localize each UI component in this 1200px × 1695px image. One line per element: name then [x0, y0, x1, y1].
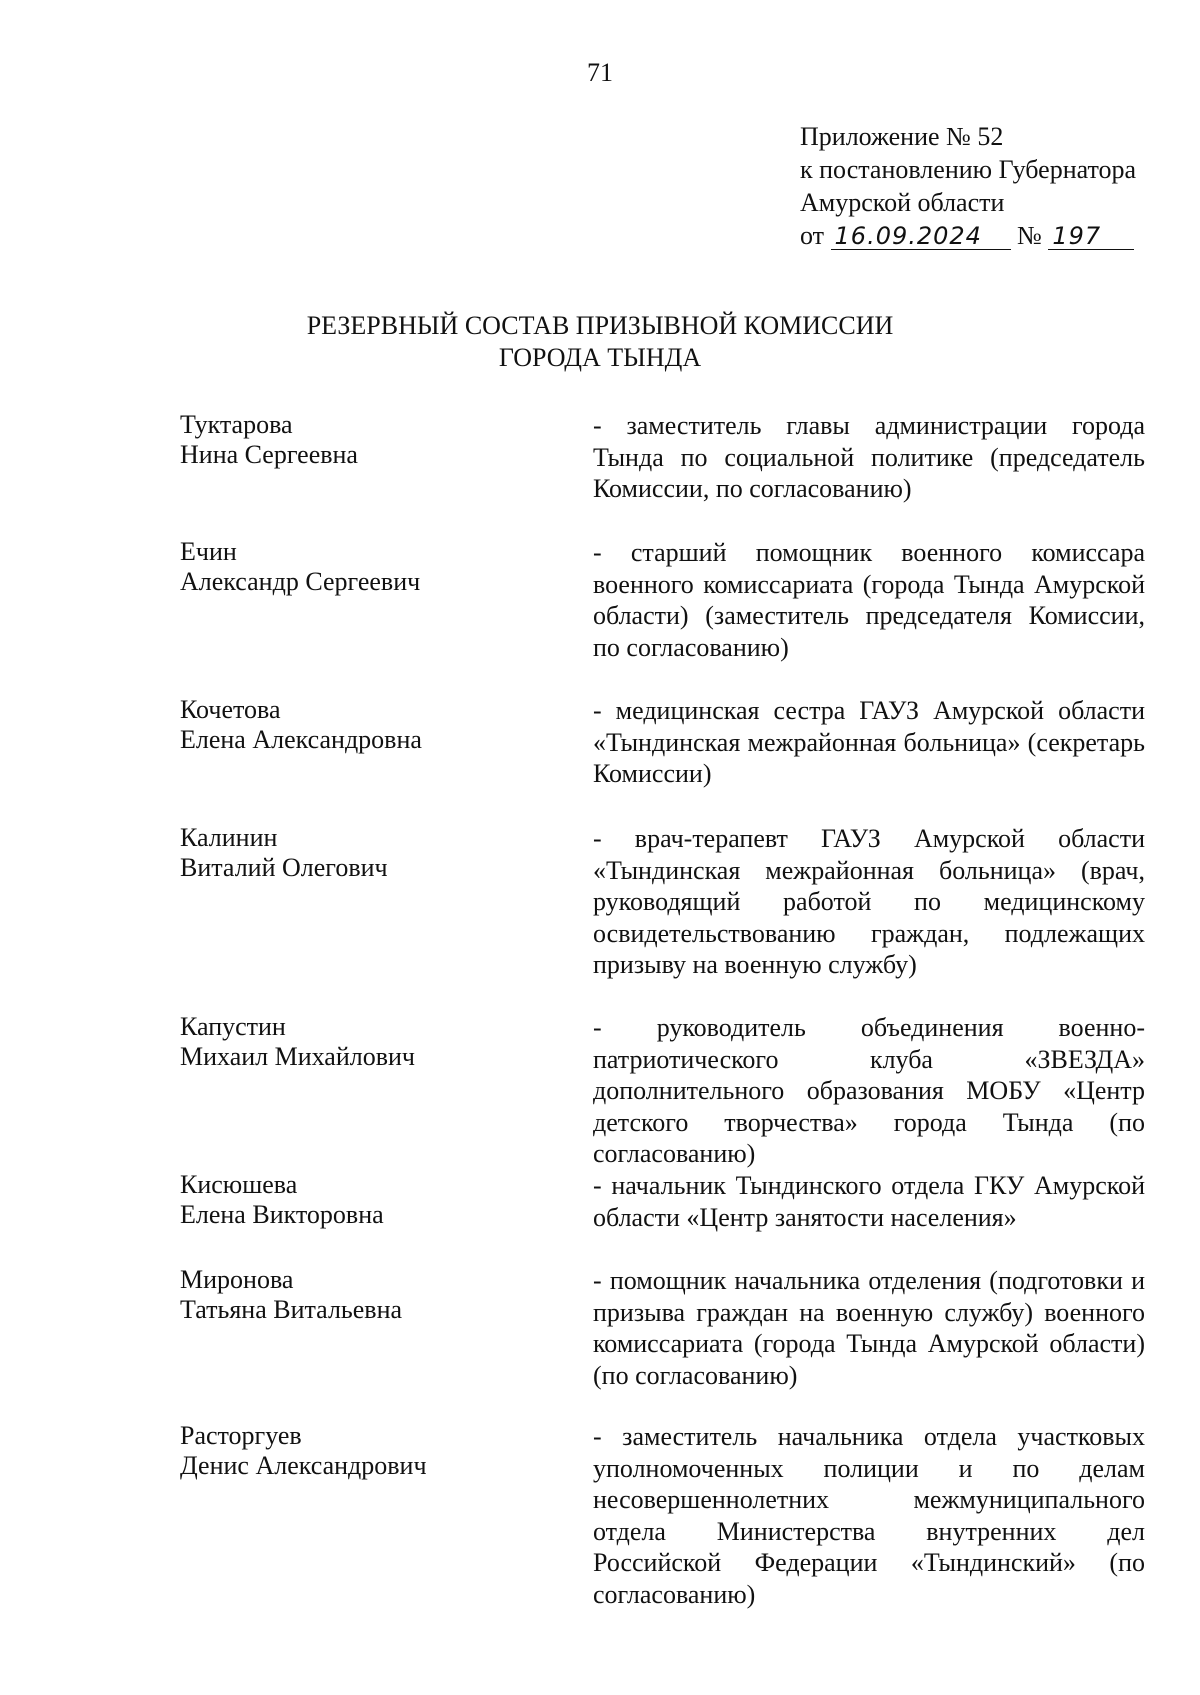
member-name [180, 410, 560, 470]
handwritten-number: 197 [1048, 223, 1134, 250]
member-role: - старший помощник военного комиссара военного комиссариата (города Тында Амурской области) (заместитель председателя Комиссии, по согласованию) [593, 538, 1145, 662]
member-given-names: Виталий Олегович [180, 853, 388, 882]
appendix-block [800, 120, 1136, 252]
title-line-1: РЕЗЕРВНЫЙ СОСТАВ ПРИЗЫВНОЙ КОМИССИИ [306, 311, 894, 340]
number-label: № [1017, 221, 1042, 250]
member-role: - руководитель объединения военно-патриотического клуба «ЗВЕЗДА» дополнительного образования МОБУ «Центр детского творчества» города Тында (по согласованию) [593, 1013, 1145, 1168]
member-role: - заместитель главы администрации города Тында по социальной политике (председатель Комиссии, по согласованию) [593, 411, 1145, 503]
member-role: - помощник начальника отделения (подготовки и призыва граждан на военную службу) военного комиссариата (города Тында Амурской области) (по согласованию) [593, 1266, 1145, 1390]
member-given-names: Нина Сергеевна [180, 440, 358, 469]
member-role: - медицинская сестра ГАУЗ Амурской области «Тындинская межрайонная больница» (секретарь Комиссии) [593, 696, 1145, 788]
member-surname: Миронова [180, 1265, 294, 1294]
from-label: от [800, 221, 825, 250]
appendix-title: Приложение № 52 [800, 122, 1004, 151]
member-given-names: Александр Сергеевич [180, 567, 421, 596]
appendix-date-line [800, 219, 1136, 252]
title-line-2: ГОРОДА ТЫНДА [498, 343, 702, 372]
appendix-reference: к постановлению Губернатора [800, 155, 1137, 184]
member-name [180, 695, 560, 755]
member-role: - врач-терапевт ГАУЗ Амурской области «Тындинская межрайонная больница» (врач, руководящий работой по медицинскому освидетельствованию граждан, подлежащих призыву на военную службу) [593, 824, 1145, 979]
member-name [180, 1170, 560, 1230]
member-surname: Кочетова [180, 695, 281, 724]
member-surname: Ечин [180, 537, 237, 566]
member-given-names: Денис Александрович [180, 1451, 427, 1480]
member-name [180, 537, 560, 597]
appendix-region: Амурской области [800, 188, 1005, 217]
member-surname: Расторгуев [180, 1421, 302, 1450]
member-role: - заместитель начальника отдела участковых уполномоченных полиции и по делам несовершеннолетних межмуниципального отдела Министерства внутренних дел Российской Федерации «Тындинский» (по согласованию) [593, 1422, 1145, 1609]
member-surname: Туктарова [180, 410, 293, 439]
member-surname: Кисюшева [180, 1170, 298, 1199]
member-given-names: Татьяна Витальевна [180, 1295, 403, 1324]
document-title [0, 310, 1200, 374]
page-number: 71 [587, 58, 613, 87]
member-surname: Капустин [180, 1012, 286, 1041]
member-given-names: Елена Александровна [180, 725, 422, 754]
member-name [180, 823, 560, 883]
member-given-names: Елена Викторовна [180, 1200, 384, 1229]
member-surname: Калинин [180, 823, 278, 852]
member-name [180, 1421, 560, 1481]
member-given-names: Михаил Михайлович [180, 1042, 416, 1071]
member-name [180, 1265, 560, 1325]
handwritten-date: 16.09.2024 [831, 223, 1011, 250]
member-role: - начальник Тындинского отдела ГКУ Амурской области «Центр занятости населения» [593, 1171, 1145, 1232]
member-name [180, 1012, 560, 1072]
